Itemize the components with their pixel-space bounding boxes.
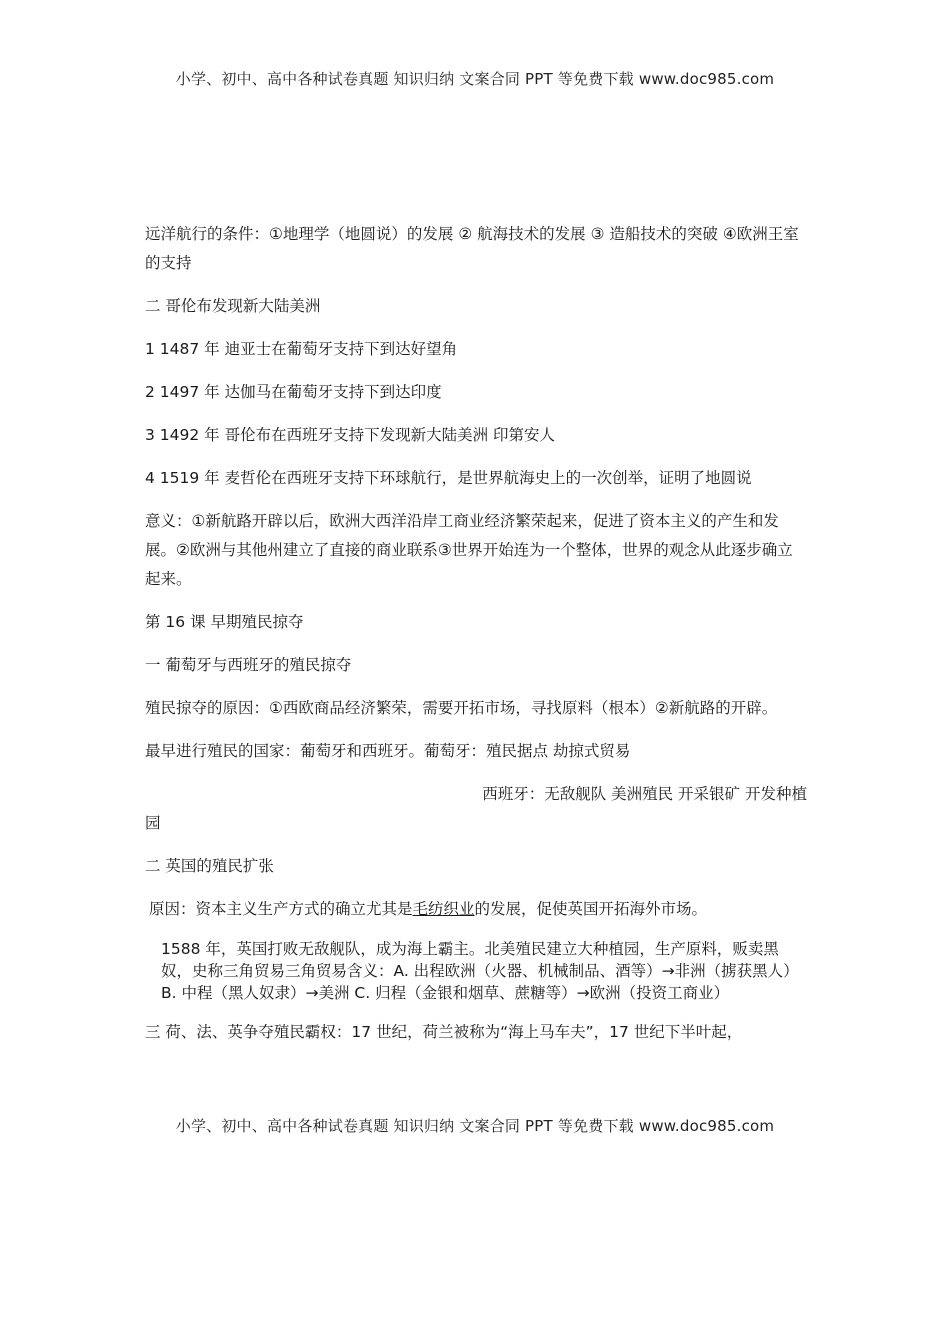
reason-text-end: 的发展，促使英国开拓海外市场。 (474, 900, 708, 918)
document-body (145, 220, 807, 1047)
paragraph-spain-continuation: 园 (145, 814, 161, 832)
section-heading-portugal-spain: 一 葡萄牙与西班牙的殖民掠夺 (145, 656, 352, 674)
lesson-title: 第 16 课 早期殖民掠夺 (145, 613, 304, 631)
paragraph-earliest-colonizers: 最早进行殖民的国家：葡萄牙和西班牙。葡萄牙：殖民据点 劫掠式贸易 (145, 742, 631, 760)
list-item-da-gama: 2 1497 年 达伽马在葡萄牙支持下到达印度 (145, 383, 442, 401)
section-heading-britain: 二 英国的殖民扩张 (145, 857, 274, 875)
paragraph-triangular-trade: 1588 年，英国打败无敌舰队，成为海上霸主。北美殖民建立大种植园，生产原料，贩卖黑奴，史称三角贸易三角贸易含义：A. 出程欧洲（火器、机械制品、酒等）→非洲（掳获黑人）B. 中程（黑人奴隶）→美洲 C. 归程（金银和烟草、蔗糖等）→欧洲（投资工商业） (161, 940, 799, 1002)
section-heading-hegemony: 三 荷、法、英争夺殖民霸权：17 世纪，荷兰被称为“海上马车夫”，17 世纪下半叶起， (145, 1023, 743, 1041)
paragraph-significance: 意义：①新航路开辟以后，欧洲大西洋沿岸工商业经济繁荣起来，促进了资本主义的产生和发展。②欧洲与其他州建立了直接的商业联系③世界开始连为一个整体，世界的观念从此逐步确立起来。 (145, 512, 793, 588)
list-item-magellan: 4 1519 年 麦哲伦在西班牙支持下环球航行，是世界航海史上的一次创举，证明了地圆说 (145, 469, 752, 487)
paragraph-britain-reasons (145, 895, 807, 924)
paragraph-voyage-conditions: 远洋航行的条件：①地理学（地圆说）的发展 ② 航海技术的发展 ③ 造船技术的突破 ④欧洲王室的支持 (145, 225, 799, 272)
paragraph-spain-line: 西班牙：无敌舰队 美洲殖民 开采银矿 开发种植 (482, 785, 807, 803)
paragraph-colonial-reasons: 殖民掠夺的原因：①西欧商品经济繁荣，需要开拓市场，寻找原料（根本）②新航路的开辟。 (145, 699, 778, 717)
list-item-dias: 1 1487 年 迪亚士在葡萄牙支持下到达好望角 (145, 340, 458, 358)
page-header: 小学、初中、高中各种试卷真题 知识归纳 文案合同 PPT 等免费下载 www.doc985.com (175, 70, 775, 88)
wool-textile-underlined: 毛纺织业 (412, 900, 475, 918)
reason-text-start: 原因：资本主义生产方式的确立尤其是 (149, 900, 413, 918)
page-footer: 小学、初中、高中各种试卷真题 知识归纳 文案合同 PPT 等免费下载 www.doc985.com (175, 1117, 775, 1135)
section-heading-columbus: 二 哥伦布发现新大陆美洲 (145, 297, 321, 315)
list-item-columbus: 3 1492 年 哥伦布在西班牙支持下发现新大陆美洲 印第安人 (145, 426, 556, 444)
